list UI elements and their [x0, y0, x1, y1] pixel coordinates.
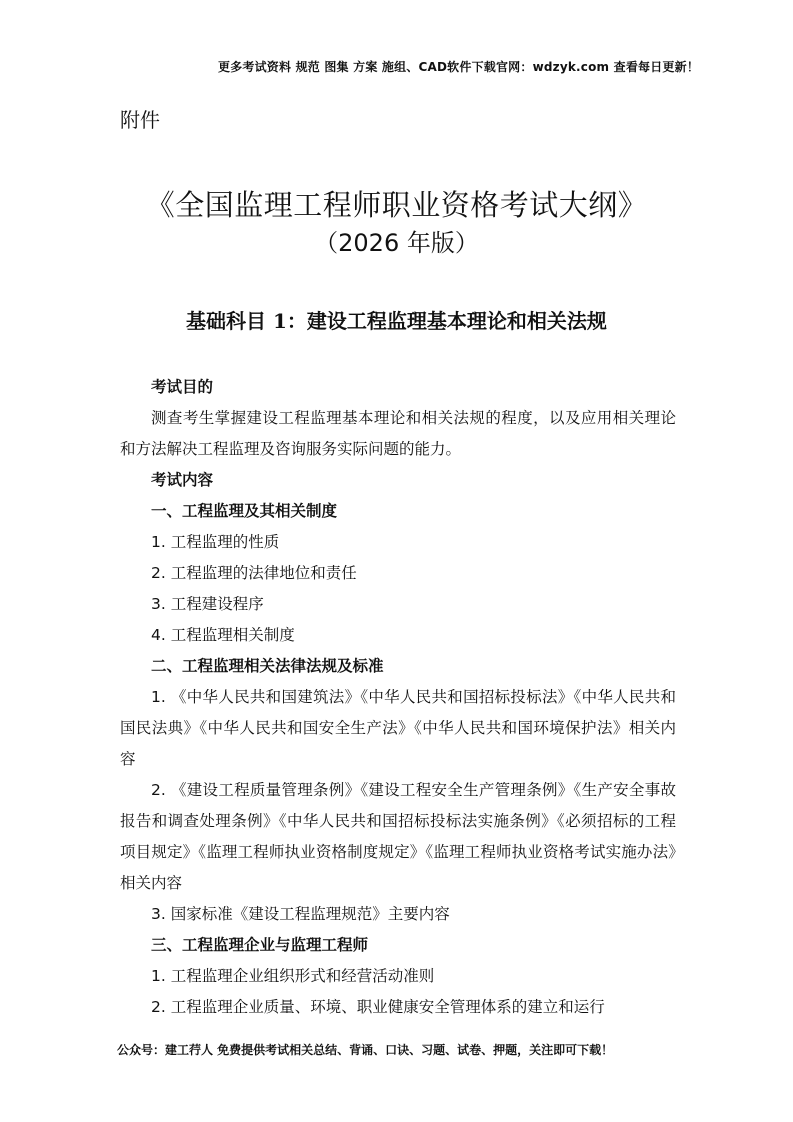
list-item: 2. 《建设工程质量管理条例》《建设工程安全生产管理条例》《生产安全事故报告和调查处理条例》《中华人民共和国招标投标法实施条例》《必须招标的工程项目规定》《监理工程师执业资格制度规定》《监理工程师执业资格考试实施办法》相关内容 — [120, 781, 676, 892]
list-item: 2. 工程监理企业质量、环境、职业健康安全管理体系的建立和运行 — [151, 998, 605, 1016]
attachment-label: 附件 — [120, 108, 160, 132]
document-title: 《全国监理工程师职业资格考试大纲》 — [145, 188, 648, 222]
header-site-note: 更多考试资料 规范 图集 方案 施组、CAD软件下载官网：wdzyk.com 查看每日更新！ — [218, 60, 700, 74]
footer-note: 公众号：建工荇人 免费提供考试相关总结、背诵、口诀、习题、试卷、押题，关注即可下载！ — [117, 1043, 614, 1057]
document-body — [120, 372, 676, 1023]
section-heading: 一、工程监理及其相关制度 — [151, 502, 338, 520]
list-item: 3. 国家标准《建设工程监理规范》主要内容 — [151, 905, 450, 923]
purpose-heading: 考试目的 — [151, 378, 214, 396]
list-item: 2. 工程监理的法律地位和责任 — [151, 564, 357, 582]
document-subtitle: （2026 年版） — [314, 229, 479, 257]
list-item: 4. 工程监理相关制度 — [151, 626, 295, 644]
section-heading: 二、工程监理相关法律法规及标准 — [151, 657, 384, 675]
list-item: 1. 工程监理企业组织形式和经营活动准则 — [151, 967, 435, 985]
subject-heading: 基础科目 1：建设工程监理基本理论和相关法规 — [186, 309, 607, 333]
list-item: 3. 工程建设程序 — [151, 595, 264, 613]
section-heading: 三、工程监理企业与监理工程师 — [151, 936, 369, 954]
list-item: 1. 工程监理的性质 — [151, 533, 280, 551]
purpose-text: 测查考生掌握建设工程监理基本理论和相关法规的程度，以及应用相关理论和方法解决工程监理及咨询服务实际问题的能力。 — [120, 409, 676, 458]
content-heading: 考试内容 — [151, 471, 214, 489]
list-item: 1. 《中华人民共和国建筑法》《中华人民共和国招标投标法》《中华人民共和国民法典》《中华人民共和国安全生产法》《中华人民共和国环境保护法》相关内容 — [120, 688, 676, 768]
